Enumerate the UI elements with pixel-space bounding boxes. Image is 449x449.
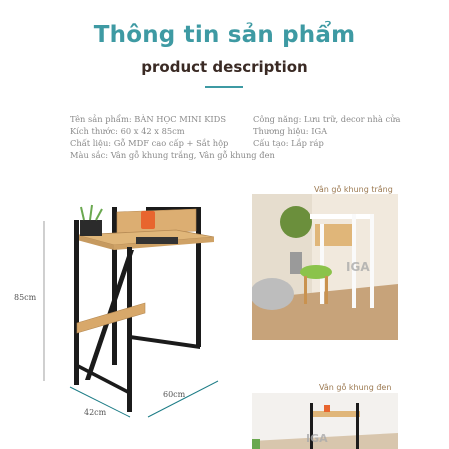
orange-mug [141, 211, 155, 229]
plant [280, 206, 312, 238]
white-photo-watermark: IGA [346, 260, 370, 274]
spec-brand: Thương hiệu: IGA [253, 126, 328, 136]
back-leg-left [112, 207, 117, 365]
white-frame-caption: Vân gỗ khung trắng [314, 185, 393, 194]
rug [252, 278, 294, 310]
spec-size: Kích thước: 60 x 42 x 85cm [70, 126, 185, 136]
title-divider [205, 86, 243, 88]
front-leg-mid [127, 247, 132, 412]
plant-stem [81, 207, 84, 220]
laptop [136, 237, 178, 244]
pen-holder [80, 220, 102, 236]
product-dimension-drawing [30, 195, 240, 425]
bottom-rail-back [130, 335, 200, 349]
black-photo-watermark: IGA [306, 432, 328, 445]
black-frame-caption: Vân gỗ khung đen [319, 383, 392, 392]
height-label: 85cm [14, 293, 37, 302]
width-dimension-line [148, 381, 218, 417]
plant-pot [290, 252, 302, 274]
spec-color: Màu sắc: Vân gỗ khung trắng, Vân gỗ khung đen [70, 150, 275, 160]
spec-function: Công năng: Lưu trữ, decor nhà cửa [253, 114, 401, 124]
back-leg-right [196, 207, 201, 347]
width-label: 60cm [163, 390, 186, 399]
page-title: Thông tin sản phẩm [93, 22, 356, 48]
spec-material: Chất liệu: Gỗ MDF cao cấp + Sắt hộp [70, 138, 229, 148]
spec-structure: Cấu tạo: Lắp ráp [253, 138, 324, 148]
depth-label: 42cm [84, 408, 107, 417]
spec-product-name: Tên sản phẩm: BÀN HỌC MINI KIDS [70, 114, 227, 124]
white-frame-photo [252, 194, 398, 340]
page-subtitle: product description [141, 58, 308, 76]
front-leg-left [74, 220, 79, 385]
bottom-rail-left [76, 363, 130, 395]
